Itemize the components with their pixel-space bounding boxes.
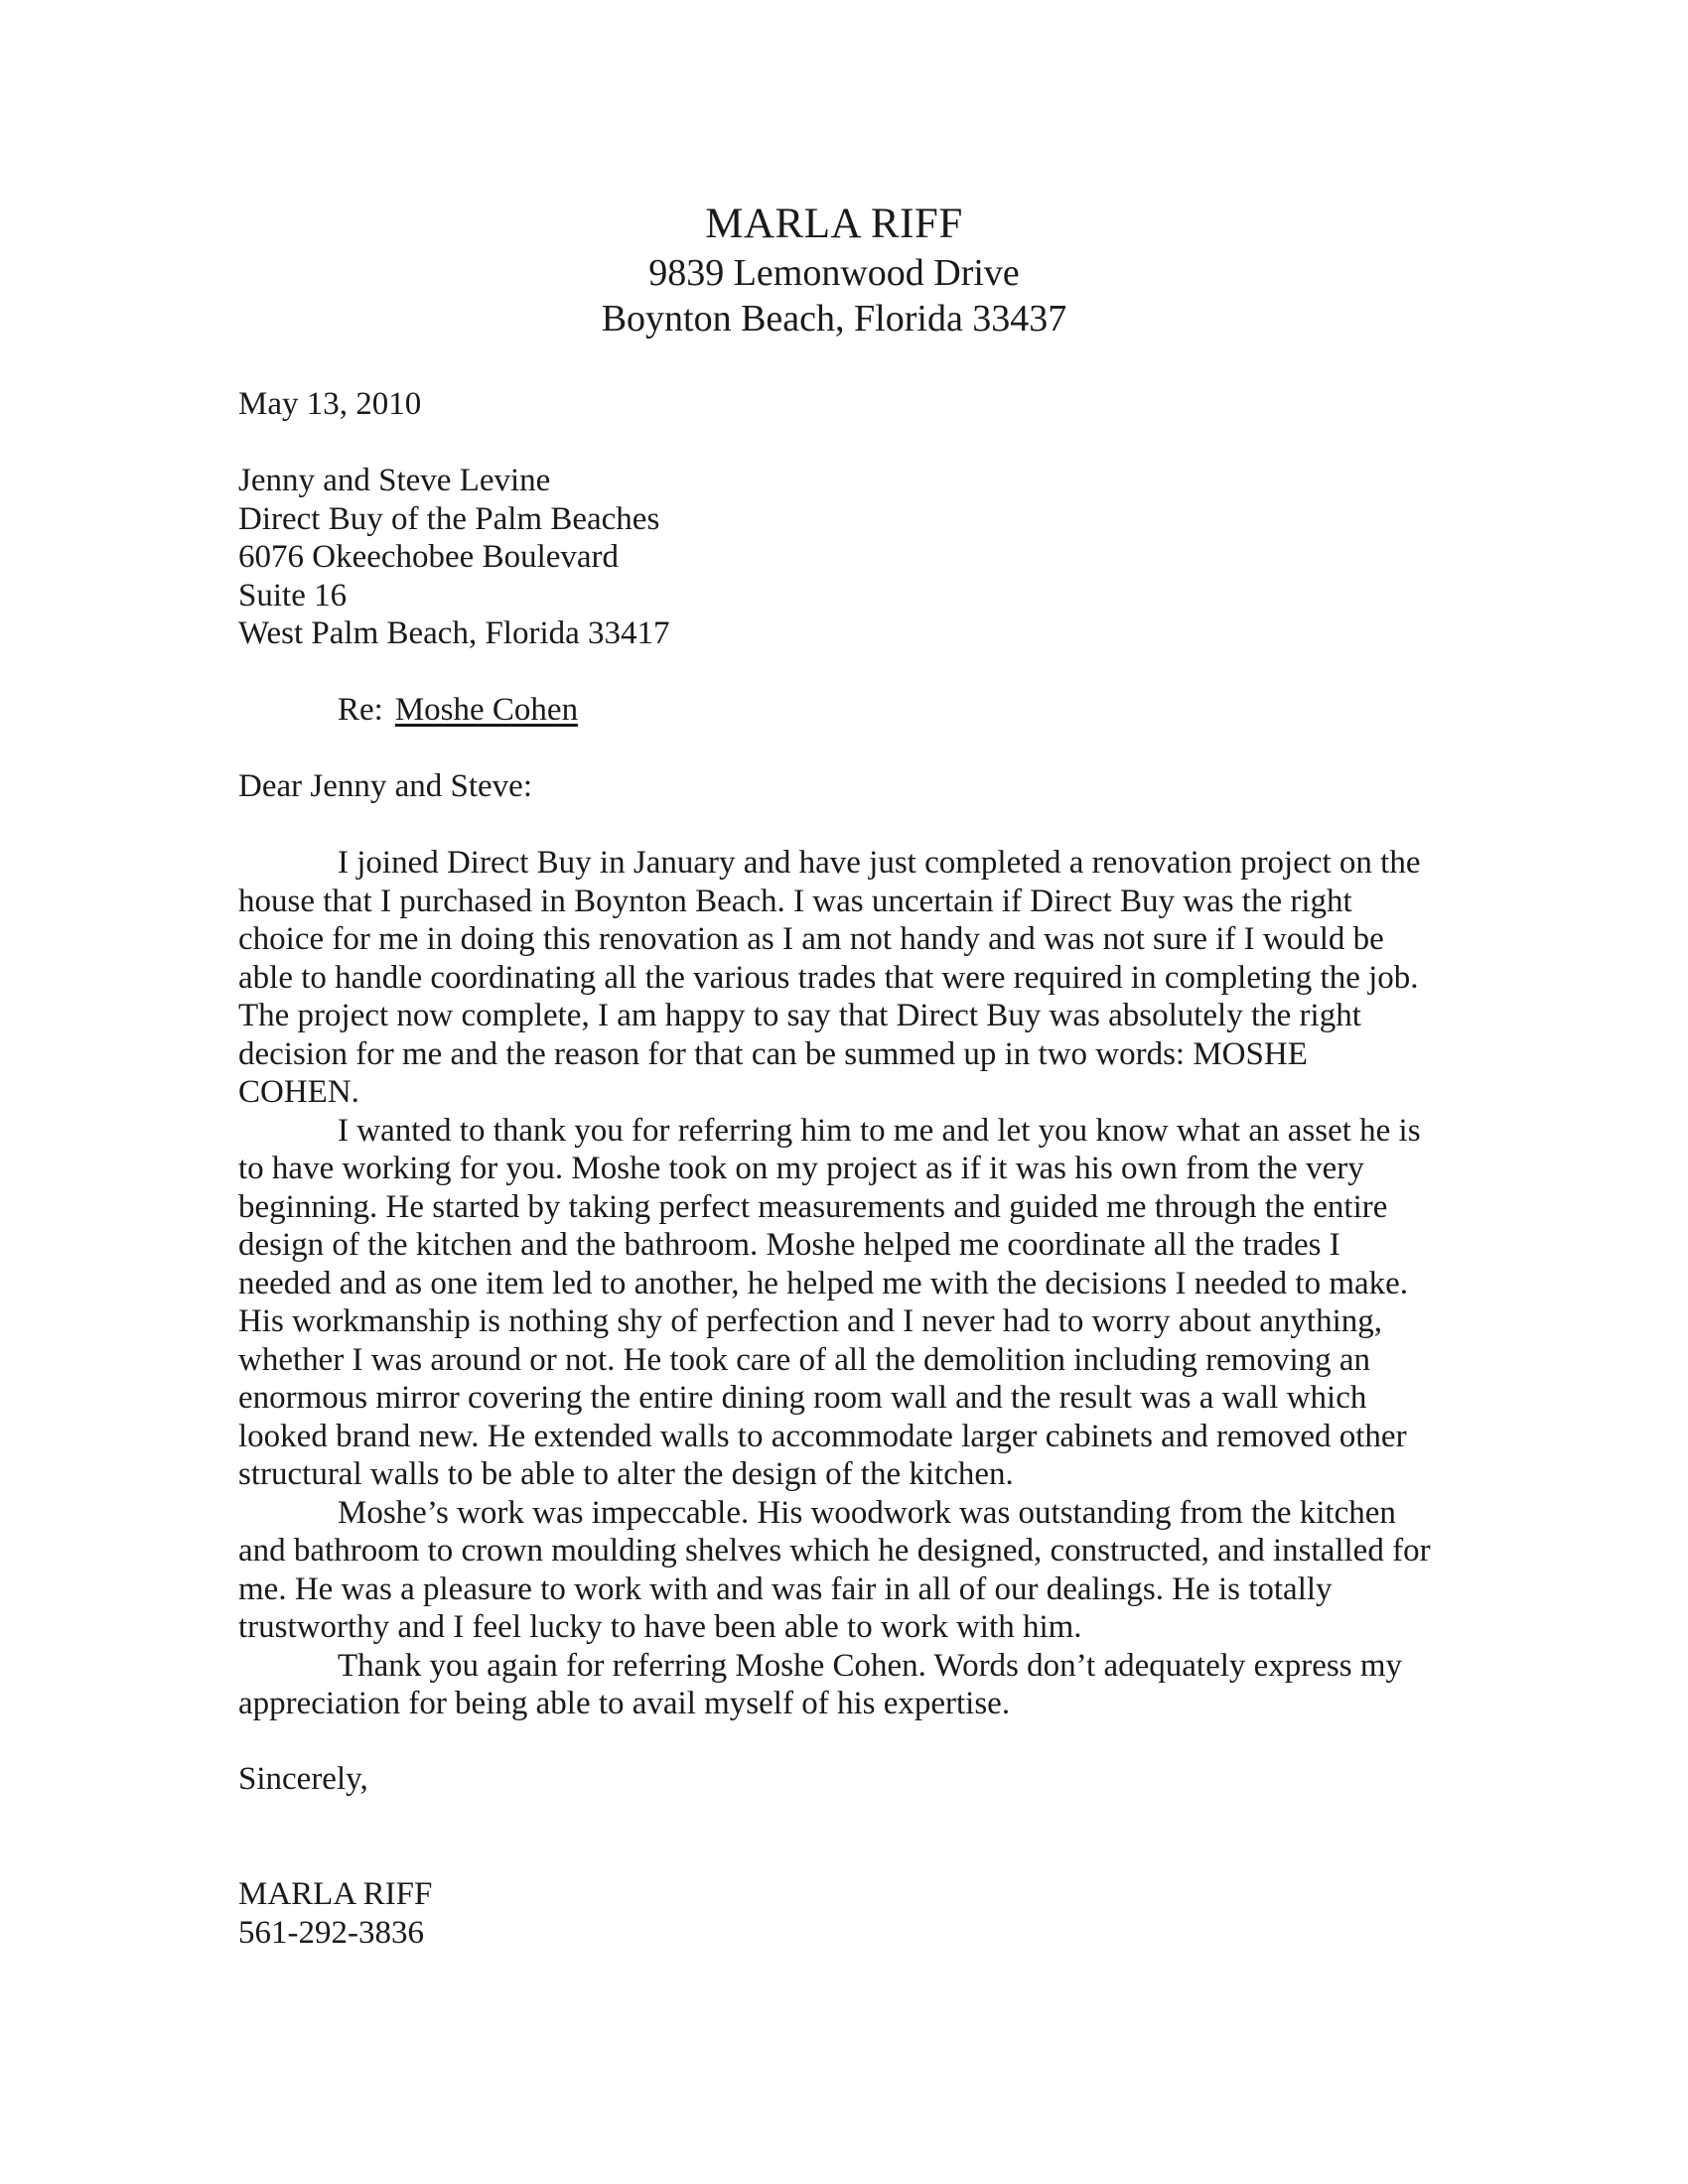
letterhead-name: MARLA RIFF xyxy=(705,201,963,247)
recipient-name: Jenny and Steve Levine xyxy=(238,463,551,498)
closing: Sincerely, xyxy=(238,1761,368,1797)
letterhead xyxy=(0,199,1668,341)
letterhead-street: 9839 Lemonwood Drive xyxy=(648,252,1020,294)
recipient-street: 6076 Okeechobee Boulevard xyxy=(238,539,620,575)
signature-phone: 561-292-3836 xyxy=(238,1914,424,1951)
salutation: Dear Jenny and Steve: xyxy=(238,768,532,804)
body-paragraph-2: I wanted to thank you for referring him to me and let you know what an asset he is to have working for you. Moshe took on my project as if it was his own from the very beginning. He started by taking perfect measurements and guided me through the entire design of the kitchen and the bathroom. Moshe helped me coordinate all the trades I needed and as one item led to another, he helped me with the decisions I needed to make. His workmanship is nothing shy of perfection and I never had to worry about anything, whether I was around or not. He took care of all the demolition including removing an enormous mirror covering the entire dining room wall and the result was a wall which looked brand new. He extended walls to accommodate larger cabinets and removed other structural walls to be able to alter the design of the kitchen. xyxy=(238,1112,1421,1492)
re-label: Re: xyxy=(338,692,383,728)
letterhead-city: Boynton Beach, Florida 33437 xyxy=(601,298,1067,340)
recipient-address xyxy=(238,462,670,653)
body-paragraph-1: I joined Direct Buy in January and have just completed a renovation project on the house that I purchased in Boynton Beach. I was uncertain if Direct Buy was the right choice for me in doing this renovation as I am not handy and was not sure if I would be able to handle coordinating all the various trades that were required in completing the job. The project now complete, I am happy to say that Direct Buy was absolutely the right decision for me and the reason for that can be summed up in two words: MOSHE COHEN. xyxy=(238,845,1421,1110)
body-paragraph-4: Thank you again for referring Moshe Cohen. Words don’t adequately express my appreciation for being able to avail myself of his expertise. xyxy=(238,1647,1403,1721)
letter-body xyxy=(238,844,1435,1723)
signature-block xyxy=(238,1875,432,1952)
letter-date: May 13, 2010 xyxy=(238,386,422,422)
recipient-suite: Suite 16 xyxy=(238,577,348,614)
signature-name: MARLA RIFF xyxy=(238,1876,433,1912)
re-line xyxy=(338,691,578,730)
re-subject: Moshe Cohen xyxy=(394,692,579,728)
body-paragraph-3: Moshe’s work was impeccable. His woodwork was outstanding from the kitchen and bathroom to crown moulding shelves which he designed, constructed, and installed for me. He was a pleasure to work with and was fair in all of our dealings. He is totally trustworthy and I feel lucky to have been able to work with him. xyxy=(238,1494,1431,1645)
recipient-company: Direct Buy of the Palm Beaches xyxy=(238,500,660,537)
recipient-city: West Palm Beach, Florida 33417 xyxy=(238,615,670,651)
